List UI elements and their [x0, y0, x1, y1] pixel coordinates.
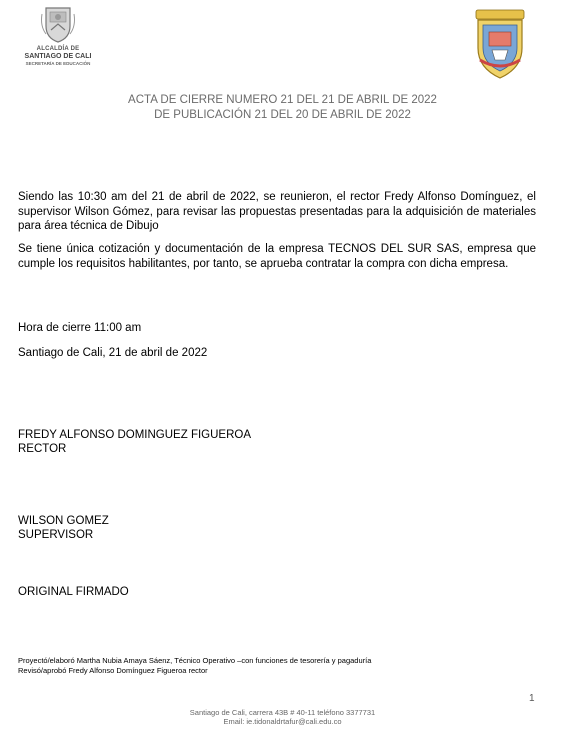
title-line1: ACTA DE CIERRE NUMERO 21 DEL 21 DE ABRIL DE 2022 [128, 94, 437, 106]
alcaldia-logo [18, 4, 98, 67]
title-line2: DE PUBLICACIÓN 21 DEL 20 DE ABRIL DE 2022 [154, 109, 411, 121]
school-logo [472, 8, 528, 80]
signed-note: ORIGINAL FIRMADO [18, 586, 129, 598]
page-number: 1 [529, 693, 535, 704]
credits-prepared: Proyectó/elaboró Martha Nubia Amaya Sáenz, Técnico Operativo –con funciones de tesorería y pagaduría [18, 656, 372, 665]
logo-text-line2: SANTIAGO DE CALI [24, 53, 92, 60]
logo-text-line1: ALCALDÍA DE [36, 46, 80, 52]
footer-email: Email: ie.tidonaldrtafur@cali.edu.co [223, 717, 342, 726]
supervisor-role: SUPERVISOR [18, 529, 94, 541]
logo-text-line3: SECRETARÍA DE EDUCACIÓN [25, 61, 91, 66]
supervisor-name: WILSON GOMEZ [18, 515, 109, 527]
credits-approved: Revisó/aprobó Fredy Alfonso Domínguez Figueroa rector [18, 666, 208, 675]
footer-address: Santiago de Cali, carrera 43B # 40-11 teléfono 3377731 [189, 708, 376, 717]
page-footer [0, 708, 565, 726]
rector-name: FREDY ALFONSO DOMINGUEZ FIGUEROA [18, 429, 252, 441]
document-title [0, 93, 565, 123]
place-date: Santiago de Cali, 21 de abril de 2022 [18, 347, 208, 359]
paragraph-meeting: Siendo las 10:30 am del 21 de abril de 2022, se reunieron, el rector Fredy Alfonso Domínguez, el supervisor Wilson Gómez, para revisar las propuestas presentadas para la adquisición de materiales para área técnica de Dibujo [18, 191, 536, 232]
paragraph-approval: Se tiene única cotización y documentación de la empresa TECNOS DEL SUR SAS, empresa que cumple los requisitos habilitantes, por tanto, se aprueba contratar la compra con dicha empresa. [18, 243, 536, 270]
school-crest-icon [472, 8, 528, 80]
city-shield-icon [38, 4, 78, 44]
rector-role: RECTOR [18, 443, 67, 455]
closing-time: Hora de cierre 11:00 am [18, 322, 142, 334]
